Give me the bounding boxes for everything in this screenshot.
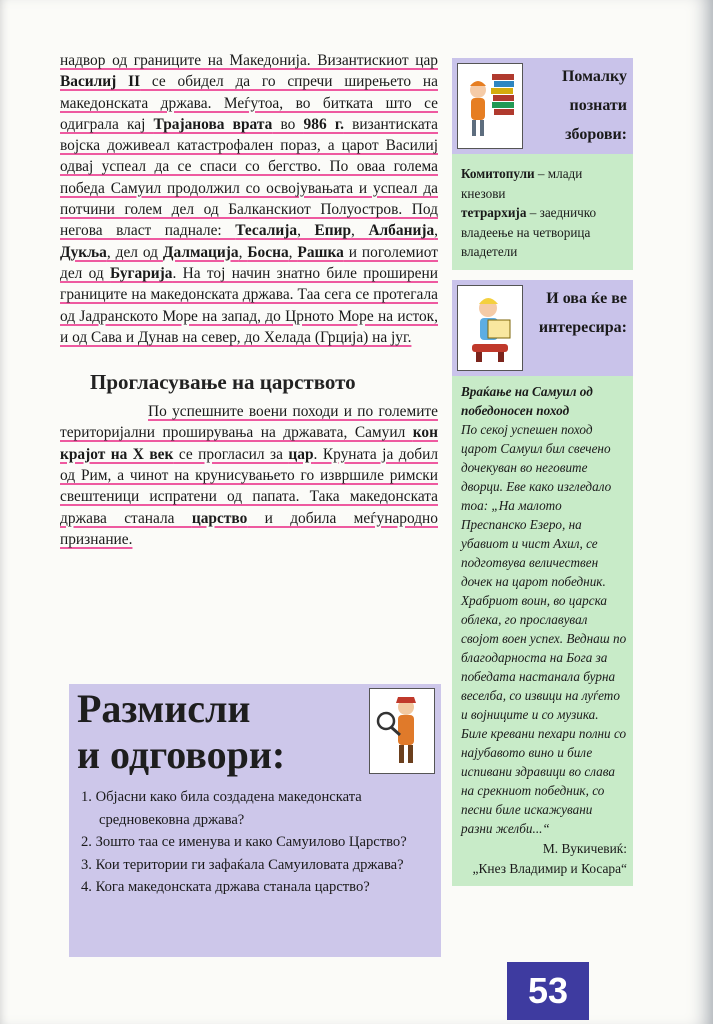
words-title: Помалку познати зборови: [561, 68, 627, 143]
bold-term: Епир [314, 222, 352, 240]
bold-term: Бугарија [110, 264, 173, 282]
text-run: во [272, 115, 304, 133]
glossary-list [452, 154, 633, 270]
sidebar-gap [452, 270, 633, 280]
glossary-definition: – заедничко владеење на четворица владетели [461, 205, 597, 259]
bold-term: Дукља [60, 243, 107, 261]
text-run: , [434, 222, 438, 240]
think-and-answer-box [69, 684, 441, 957]
text-run: , дел од [106, 243, 163, 261]
detective-magnifier-icon [369, 688, 435, 774]
text-run: , [297, 222, 315, 240]
bold-term: Далмација [162, 243, 239, 261]
story-text: По секој успешен поход царот Самуил бил свечено дочекуван во неговите дворци. Еве како изгледало тоа: „На малото Преспанско Езеро, на убавиот и чист Ахил, се подготвува величествен дочек на царот победник. Храбриот воин, во царска облека, го прославувал својот воен успех. Веднаш по благодарноста на Бога за победата настанала бурна веселба, со извици на луѓето и војниците и со музика. Биле кревани пехари полни со најубавото вино и биле испивани здравици во слава на срекниот победник, со песни биле искажувани разни желби...“ [461, 421, 627, 836]
story-box [452, 376, 633, 886]
text-run: и поголемиот дел од [60, 243, 438, 282]
text-run: , [351, 222, 369, 240]
paragraph-proclamation [60, 401, 438, 550]
question-item: 3. Кои територии ги зафаќала Самуиловата држава? [81, 856, 404, 873]
question-item: 4. Кога македонската држава станала царство? [81, 879, 370, 896]
bold-term: Трајанова врата [153, 115, 273, 133]
think-title-line2: и одговори: [77, 732, 286, 777]
text-run: се прогласил за [173, 445, 289, 463]
text-run: , [238, 243, 248, 261]
think-box-title [77, 686, 285, 778]
source-author: М. Вукичевиќ: [542, 840, 627, 856]
text-run: . Круната ја добил од Рим, а чинот на крунисувањето го извршиле римски свештеници испратени од папата. Така македонската држава станала [60, 445, 439, 527]
question-list [77, 786, 432, 899]
think-title-line1: Размисли [77, 686, 251, 731]
page-number: 53 [507, 962, 589, 1020]
text-run: надвор од границите на Македонија. Византискиот цар [60, 52, 438, 69]
interest-header [452, 280, 633, 376]
glossary-definition: – млади кнезови [461, 166, 583, 201]
bold-term: царство [191, 509, 248, 527]
story-title: Враќање на Самуил од победоносен поход [461, 383, 593, 418]
glossary-term: Комитопули [461, 166, 535, 181]
text-run: византиската војска доживеал катастрофален пораз, а царот Василиј одвај успеал да се спаси со бегство. По оваа голема победа Самуил продолжил со освојувањата и успеал да потчини голем дел од Балканскиот Полуостров. Под негова власт паднале: [60, 115, 438, 240]
glossary-term: тетрархија [461, 205, 527, 220]
text-run: , [288, 243, 298, 261]
bold-term: кон крајот на X век [60, 424, 438, 463]
section-heading: Прогласување на царството [90, 370, 356, 395]
source-work: „Кнез Владимир и Косара“ [472, 860, 627, 876]
bold-term: цар [288, 445, 314, 463]
question-item: 1. Објасни како била создадена македонската средновековна држава? [81, 789, 362, 828]
text-run: По успешните воени походи и по големите територијални проширувања на државата, Самуил [60, 403, 438, 442]
text-run: и добила меѓународно признание. [60, 509, 438, 548]
text-run: се обидел да го спречи ширењето на македонската држава. Меѓутоа, во битката што се одиграла кај [60, 73, 438, 133]
glossary-entry [461, 203, 627, 262]
sidebar [452, 58, 633, 886]
bold-term: Босна [247, 243, 289, 261]
bold-term: Рашка [297, 243, 344, 261]
glossary-entry [461, 164, 627, 203]
child-reading-icon [457, 285, 523, 371]
interest-title: И ова ќе ве интересира: [538, 289, 627, 336]
text-run: . На тој начин знатно биле проширени границите на македонската држава. Таа сега се протегала од Јадранското Море на запад, до Црното Море на исток, и од Сава и Дунав на север, до Хелада (Грција) на југ. [60, 264, 438, 346]
question-item: 2. Зошто таа се именува и како Самуилово Царство? [81, 834, 407, 851]
bold-term: 986 г. [303, 115, 344, 133]
bold-term: Албанија [368, 222, 435, 240]
main-column [60, 50, 438, 550]
bold-term: Василиј II [60, 73, 141, 91]
reader-with-books-icon [457, 63, 523, 149]
bold-term: Тесалија [235, 222, 298, 240]
paragraph-conquests [60, 50, 438, 348]
words-header [452, 58, 633, 154]
